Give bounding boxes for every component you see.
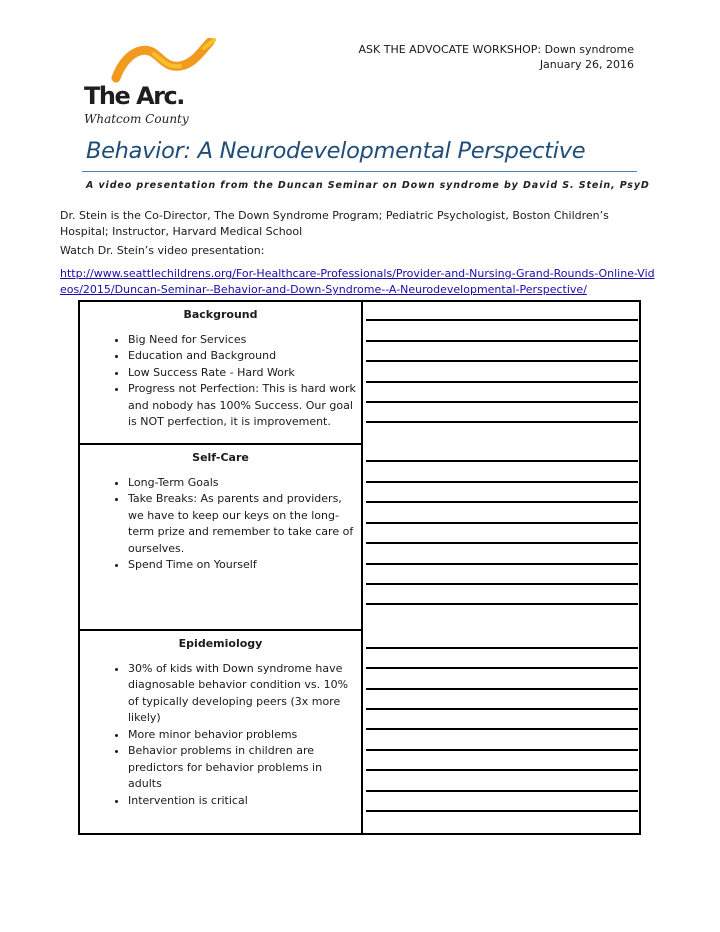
section-self-care [80, 445, 361, 574]
bullet-item: • 30% of kids with Down syndrome have diagnosable behavior condition vs. 10% of typically developing peers (3x more likely) [128, 661, 361, 727]
note-line [366, 667, 638, 669]
note-line [366, 563, 638, 565]
note-line [366, 728, 638, 730]
note-line [366, 360, 638, 362]
note-line [366, 381, 638, 383]
note-line [366, 319, 638, 321]
note-line [366, 460, 638, 462]
document-subtitle: A video presentation from the Duncan Seminar on Down syndrome by David S. Stein, PsyD [86, 180, 650, 191]
note-line [366, 688, 638, 690]
title-underline [82, 171, 637, 172]
section-heading: Background [183, 308, 258, 321]
note-line [366, 769, 638, 771]
arc-swoosh-icon [110, 38, 220, 84]
logo-name: The Arc. [84, 82, 184, 110]
video-link-paragraph [60, 266, 660, 298]
workshop-date: January 26, 2016 [539, 58, 634, 71]
video-link[interactable]: http://www.seattlechildrens.org/For-Healthcare-Professionals/Provider-and-Nursing-Grand-Rounds-Online-Videos/2015/Duncan-Seminar--Behavior-and-Down-Syndrome--A-Neurodevelopmental-Perspective/ [60, 267, 655, 296]
bullet-item: • Take Breaks: As parents and providers, we have to keep our keys on the long-term prize and remember to take care of ourselves. [128, 491, 361, 557]
watch-label: Watch Dr. Stein’s video presentation: [60, 244, 265, 257]
workshop-title: ASK THE ADVOCATE WORKSHOP: Down syndrome [358, 43, 634, 56]
section-heading: Self-Care [192, 451, 249, 464]
section-epidemiology [80, 631, 361, 809]
the-arc-logo [82, 38, 202, 130]
note-line [366, 603, 638, 605]
logo-county: Whatcom County [84, 112, 189, 126]
note-line [366, 501, 638, 503]
note-line [366, 810, 638, 812]
bullet-item: • Spend Time on Yourself [128, 557, 361, 574]
note-line [366, 522, 638, 524]
bullet-item: • Progress not Perfection: This is hard work and nobody has 100% Success. Our goal is NOT perfection, it is improvement. [128, 381, 361, 431]
note-line [366, 583, 638, 585]
note-line [366, 340, 638, 342]
bullet-item: • Intervention is critical [128, 793, 361, 810]
bullet-item: • More minor behavior problems [128, 727, 361, 744]
document-title: Behavior: A Neurodevelopmental Perspective [86, 138, 586, 164]
note-line [366, 749, 638, 751]
speaker-intro: Dr. Stein is the Co-Director, The Down Syndrome Program; Pediatric Psychologist, Boston Children’s Hospital; Instructor, Harvard Medical School [60, 209, 609, 238]
notes-table [78, 300, 641, 835]
section-heading: Epidemiology [178, 637, 263, 650]
note-line [366, 647, 638, 649]
note-line [366, 421, 638, 423]
bullet-item: • Education and Background [128, 348, 361, 365]
note-line [366, 401, 638, 403]
bullet-item: • Big Need for Services [128, 332, 361, 349]
section-background [80, 302, 361, 431]
note-line [366, 481, 638, 483]
bullet-item: • Long-Term Goals [128, 475, 361, 492]
bullet-item: • Behavior problems in children are predictors for behavior problems in adults [128, 743, 361, 793]
bullet-item: • Low Success Rate - Hard Work [128, 365, 361, 382]
note-line [366, 790, 638, 792]
note-line [366, 542, 638, 544]
workshop-header [359, 42, 634, 72]
note-line [366, 708, 638, 710]
column-divider [361, 302, 363, 833]
